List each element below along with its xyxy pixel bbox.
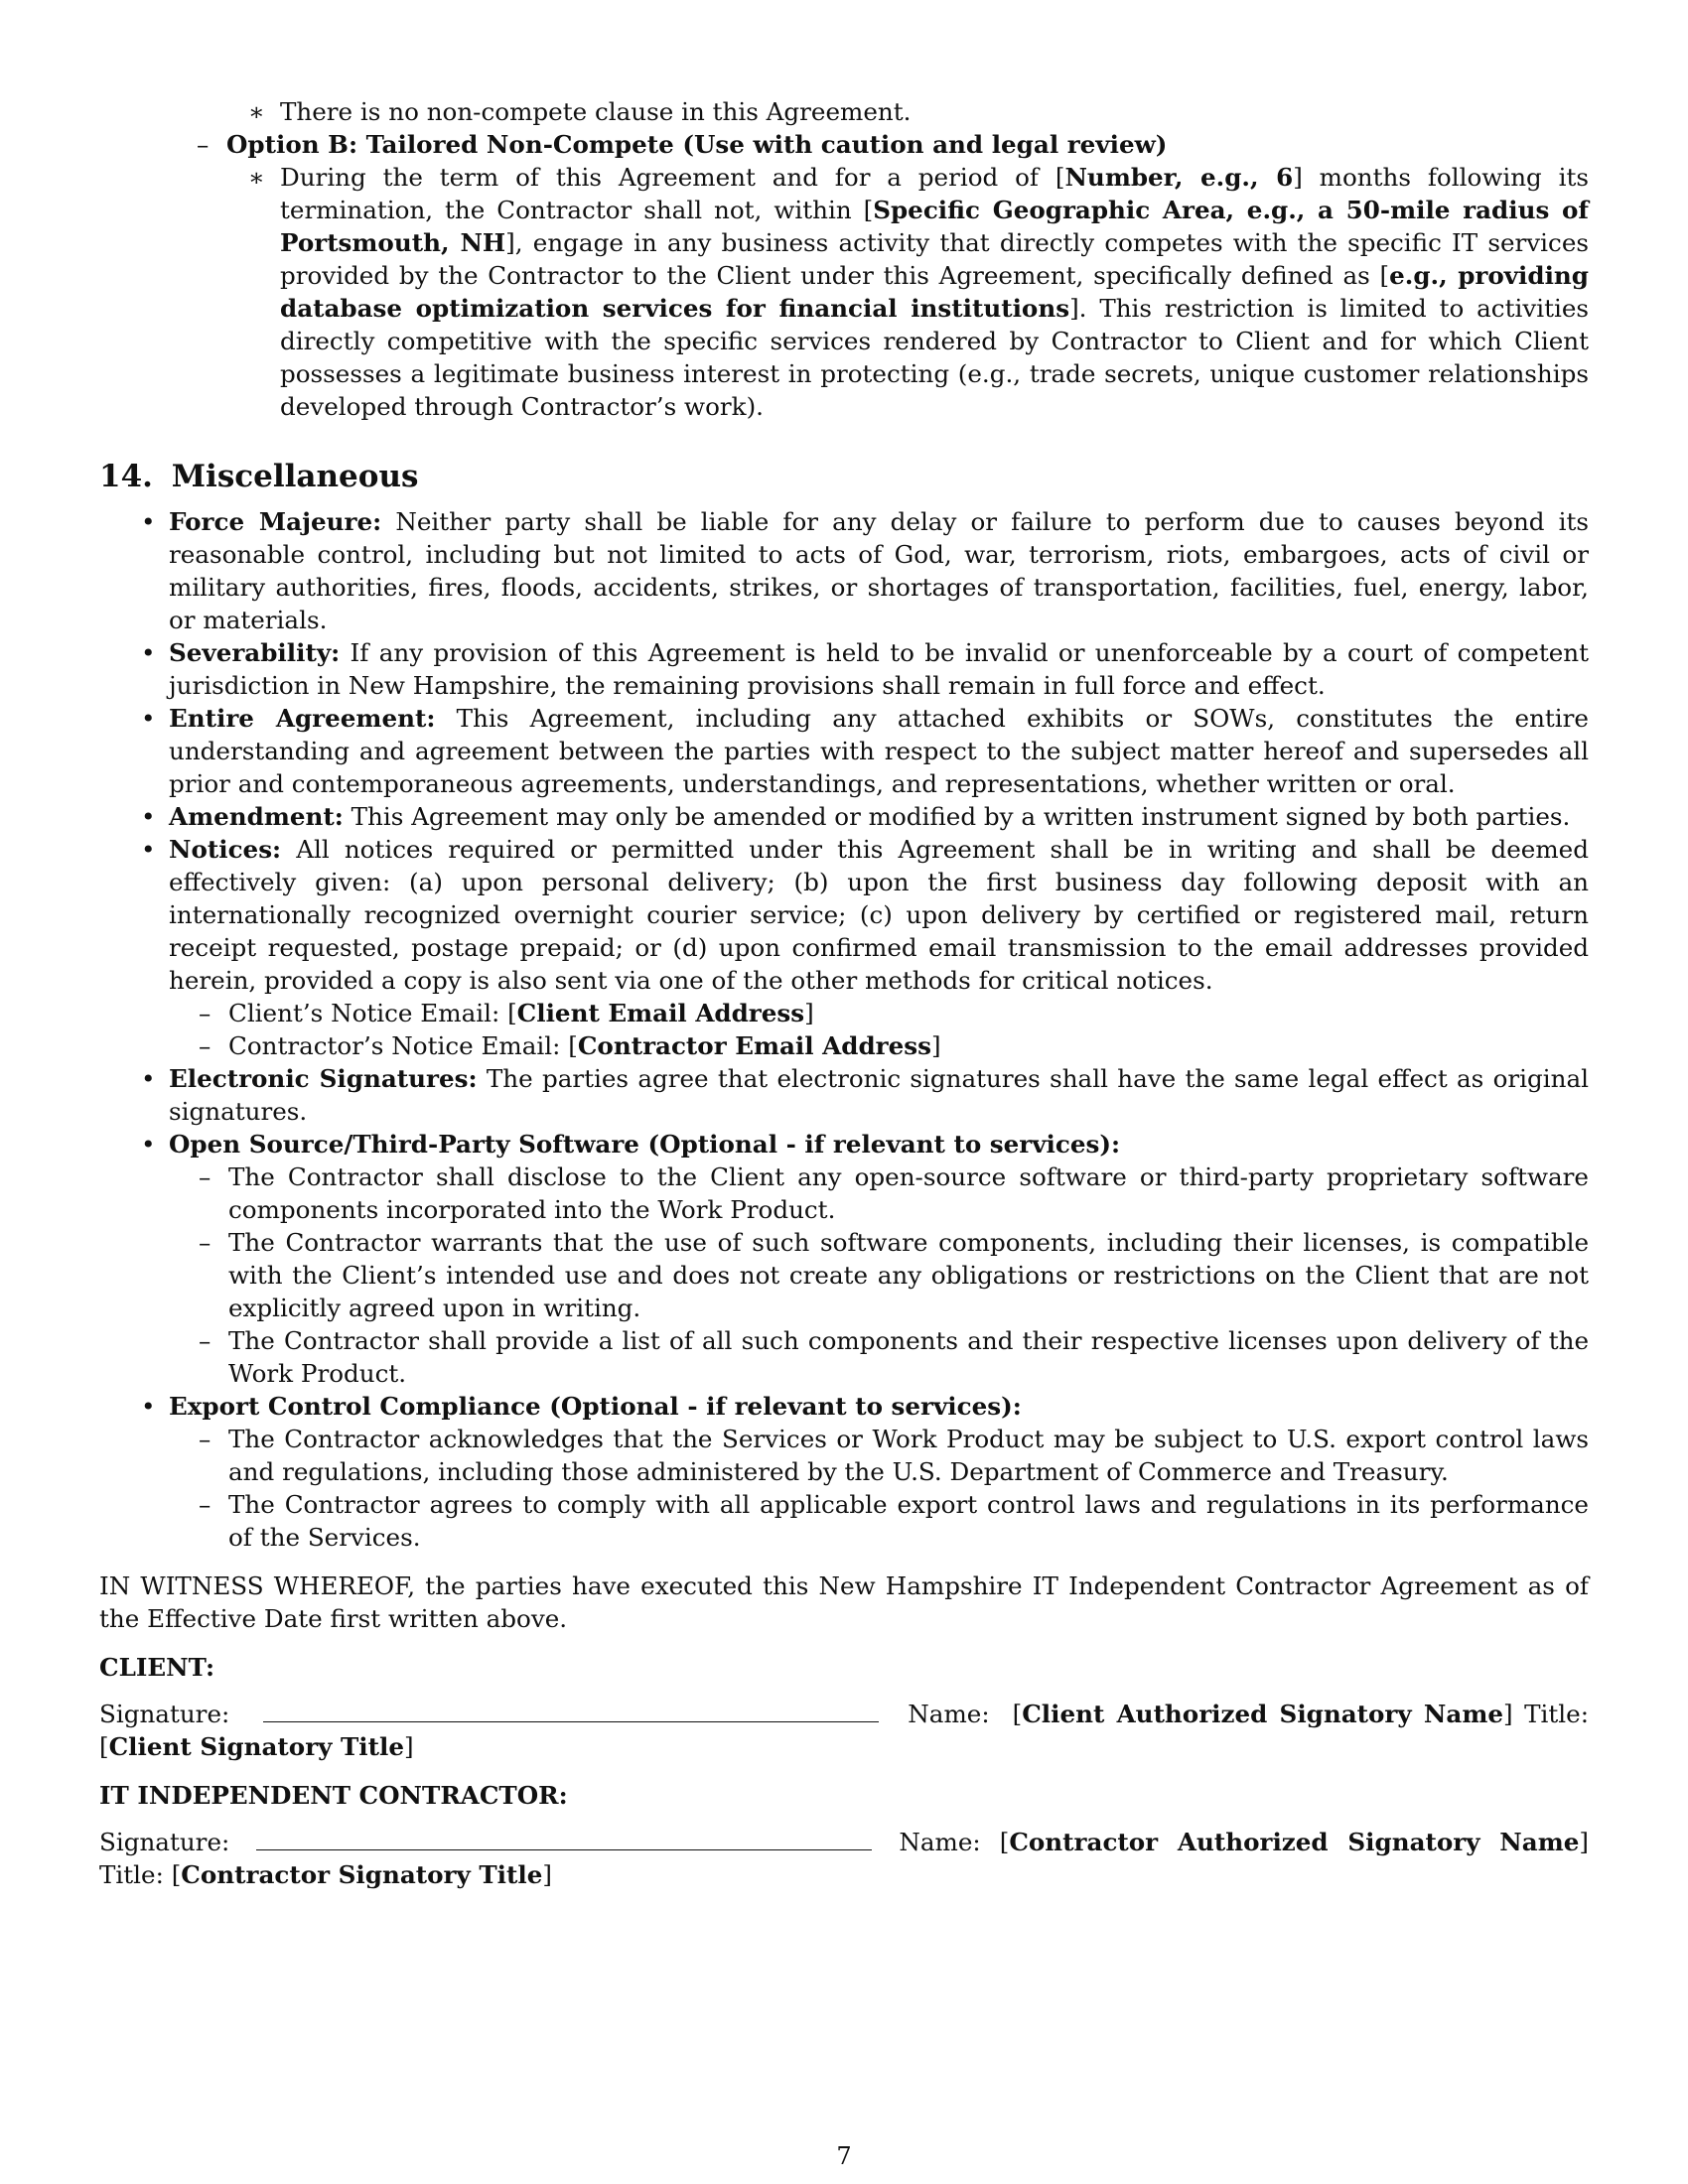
dash-marker: – [199, 999, 211, 1027]
force-majeure-text: Neither party shall be liable for any delay or failure to perform due to causes beyond its reasonable control, including but not limited to acts of God, war, terrorism, riots, embargoes, acts of civil or military authorities, fires, floods, accidents, strikes, or shortages of transportation, facilities, fuel, energy, labor, or materials. [169, 507, 1589, 634]
client-title-placeholder: Client Signatory Title [108, 1732, 405, 1761]
no-compete-text: There is no non-compete clause in this Agreement. [280, 97, 912, 126]
bullet-marker: • [141, 1392, 156, 1421]
section-number: 14. [99, 459, 153, 494]
open-source-label: Open Source/Third-Party Software (Optional - if relevant to services): [169, 1130, 1121, 1159]
client-title-label: Title: [1524, 1700, 1589, 1728]
contractor-signature-line[interactable] [256, 1828, 872, 1850]
contractor-name-label: Name: [899, 1828, 981, 1856]
open-bracket: [ [999, 1828, 1010, 1856]
open-source-text: The Contractor warrants that the use of such software components, including their licenses, is compatible with the Client’s intended use and does not create any obligations or restrictions on the Client that are not explicitly agreed upon in writing. [228, 1228, 1589, 1322]
contractor-signature-label: Signature: [99, 1828, 230, 1856]
close-bracket: ] [804, 999, 814, 1027]
option-b-heading [197, 128, 1589, 161]
open-bracket: [ [99, 1732, 109, 1761]
bullet-marker: • [141, 802, 156, 831]
force-majeure-label: Force Majeure: [169, 507, 382, 536]
option-b-area-placeholder: Specific Geographic Area, e.g., a 50-mile radius of Portsmouth, NH [280, 196, 1589, 257]
close-bracket: ] [542, 1860, 552, 1889]
contractor-email-placeholder: Contractor Email Address [577, 1031, 931, 1060]
bullet-marker: • [141, 835, 156, 864]
client-signature-block [99, 1698, 1589, 1763]
option-b-text-4: ]. This restriction is limited to activities directly competitive with the specific services rendered by Contractor to Client and for which Client possesses a legitimate business interest in protecting (e.g., trade secrets, unique customer relationships developed through Contractor’s work). [280, 294, 1589, 421]
notices-item [141, 833, 1589, 997]
dash-marker: – [199, 1490, 211, 1519]
electronic-signatures-item [141, 1062, 1589, 1128]
section-title: Miscellaneous [171, 459, 419, 494]
contractor-heading: IT INDEPENDENT CONTRACTOR: [99, 1781, 568, 1810]
open-bracket: [ [1012, 1700, 1023, 1728]
electronic-signatures-label: Electronic Signatures: [169, 1064, 478, 1093]
dash-marker: – [199, 1326, 211, 1355]
close-bracket: ] [1503, 1700, 1513, 1728]
notices-label: Notices: [169, 835, 282, 864]
open-source-text: The Contractor shall provide a list of all such components and their respective licenses upon delivery of the Work Product. [228, 1326, 1589, 1388]
option-b-months-placeholder: Number, e.g., 6 [1064, 163, 1294, 192]
amendment-text: This Agreement may only be amended or modified by a written instrument signed by both parties. [351, 802, 1571, 831]
open-bracket: [ [171, 1860, 182, 1889]
option-b-title: Option B: Tailored Non-Compete (Use with caution and legal review) [226, 130, 1168, 159]
export-control-subitem [199, 1488, 1589, 1554]
severability-text: If any provision of this Agreement is held to be invalid or unenforceable by a court of competent jurisdiction in New Hampshire, the remaining provisions shall remain in full force and effect. [169, 638, 1589, 700]
close-bracket: ] [404, 1732, 414, 1761]
force-majeure-item [141, 505, 1589, 636]
client-name-label: Name: [908, 1700, 990, 1728]
export-control-text: The Contractor acknowledges that the Services or Work Product may be subject to U.S. export control laws and regulations, including those administered by the U.S. Department of Commerce and Treasury. [228, 1425, 1589, 1486]
contractor-name-placeholder: Contractor Authorized Signatory Name [1009, 1828, 1580, 1856]
contractor-email-label: Contractor’s Notice Email: [ [228, 1031, 578, 1060]
bullet-marker: • [141, 638, 156, 667]
dash-marker: – [197, 130, 210, 159]
amendment-item [141, 800, 1589, 833]
close-bracket: ] [1579, 1828, 1589, 1856]
client-signature-label: Signature: [99, 1700, 230, 1728]
bullet-marker: • [141, 507, 156, 536]
notices-text: All notices required or permitted under this Agreement shall be in writing and shall be deemed effectively given: (a) upon personal delivery; (b) upon the first business day following deposit with an internationally recognized overnight courier service; (c) upon delivery by certified or registered mail, return receipt requested, postage prepaid; or (d) upon confirmed email transmission to the email addresses provided herein, provided a copy is also sent via one of the other methods for critical notices. [169, 835, 1589, 995]
export-control-label: Export Control Compliance (Optional - if relevant to services): [169, 1392, 1022, 1421]
open-source-subitem [199, 1226, 1589, 1324]
severability-label: Severability: [169, 638, 341, 667]
no-compete-item [248, 95, 1589, 128]
open-source-item [141, 1128, 1589, 1160]
close-bracket: ] [930, 1031, 941, 1060]
star-marker: ∗ [248, 97, 265, 126]
option-b-text-1: During the term of this Agreement and for a period of [ [280, 163, 1065, 192]
client-notice-email [199, 997, 1589, 1029]
contractor-title-label: Title: [99, 1860, 164, 1889]
client-email-placeholder: Client Email Address [516, 999, 805, 1027]
entire-agreement-label: Entire Agreement: [169, 704, 436, 733]
bullet-marker: • [141, 704, 156, 733]
contractor-signature-block [99, 1826, 1589, 1891]
client-title-value [99, 1732, 414, 1761]
dash-marker: – [199, 1031, 211, 1060]
open-source-subitem [199, 1324, 1589, 1390]
dash-marker: – [199, 1162, 211, 1191]
bullet-marker: • [141, 1064, 156, 1093]
option-b-clause [248, 161, 1589, 423]
entire-agreement-item [141, 702, 1589, 800]
contractor-name-value [1000, 1828, 1589, 1856]
star-marker: ∗ [248, 163, 265, 192]
document-page [99, 95, 1589, 1891]
section-heading [99, 461, 1589, 493]
entire-agreement-text: This Agreement, including any attached exhibits or SOWs, constitutes the entire understanding and agreement between the parties with respect to the subject matter hereof and supersedes all prior and contemporaneous agreements, understandings, and representations, whether written or oral. [169, 704, 1589, 798]
contractor-title-value [172, 1860, 552, 1889]
option-b-text-3: ], engage in any business activity that directly competes with the specific IT services provided by the Contractor to the Client under this Agreement, specifically defined as [ [280, 228, 1589, 290]
amendment-label: Amendment: [169, 802, 344, 831]
client-email-label: Client’s Notice Email: [ [228, 999, 517, 1027]
bullet-marker: • [141, 1130, 156, 1159]
contractor-title-placeholder: Contractor Signatory Title [181, 1860, 543, 1889]
client-name-placeholder: Client Authorized Signatory Name [1022, 1700, 1504, 1728]
open-source-text: The Contractor shall disclose to the Client any open-source software or third-party proprietary software components incorporated into the Work Product. [228, 1162, 1589, 1224]
export-control-item [141, 1390, 1589, 1423]
export-control-subitem [199, 1423, 1589, 1488]
option-b-text-2: ] months following its termination, the Contractor shall not, within [ [280, 163, 1589, 224]
witness-paragraph: IN WITNESS WHEREOF, the parties have executed this New Hampshire IT Independent Contractor Agreement as of the Effective Date first written above. [99, 1571, 1589, 1633]
severability-item [141, 636, 1589, 702]
client-name-value [1013, 1700, 1513, 1728]
option-b-services-placeholder: e.g., providing database optimization services for financial institutions [280, 261, 1589, 323]
dash-marker: – [199, 1425, 211, 1453]
open-source-subitem [199, 1160, 1589, 1226]
client-signature-line[interactable] [263, 1700, 879, 1722]
dash-marker: – [199, 1228, 211, 1257]
client-heading: CLIENT: [99, 1653, 215, 1682]
contractor-notice-email [199, 1029, 1589, 1062]
export-control-text: The Contractor agrees to comply with all applicable export control laws and regulations in its performance of the Services. [228, 1490, 1589, 1552]
electronic-signatures-text: The parties agree that electronic signatures shall have the same legal effect as original signatures. [169, 1064, 1589, 1126]
page-number: 7 [836, 2142, 852, 2170]
